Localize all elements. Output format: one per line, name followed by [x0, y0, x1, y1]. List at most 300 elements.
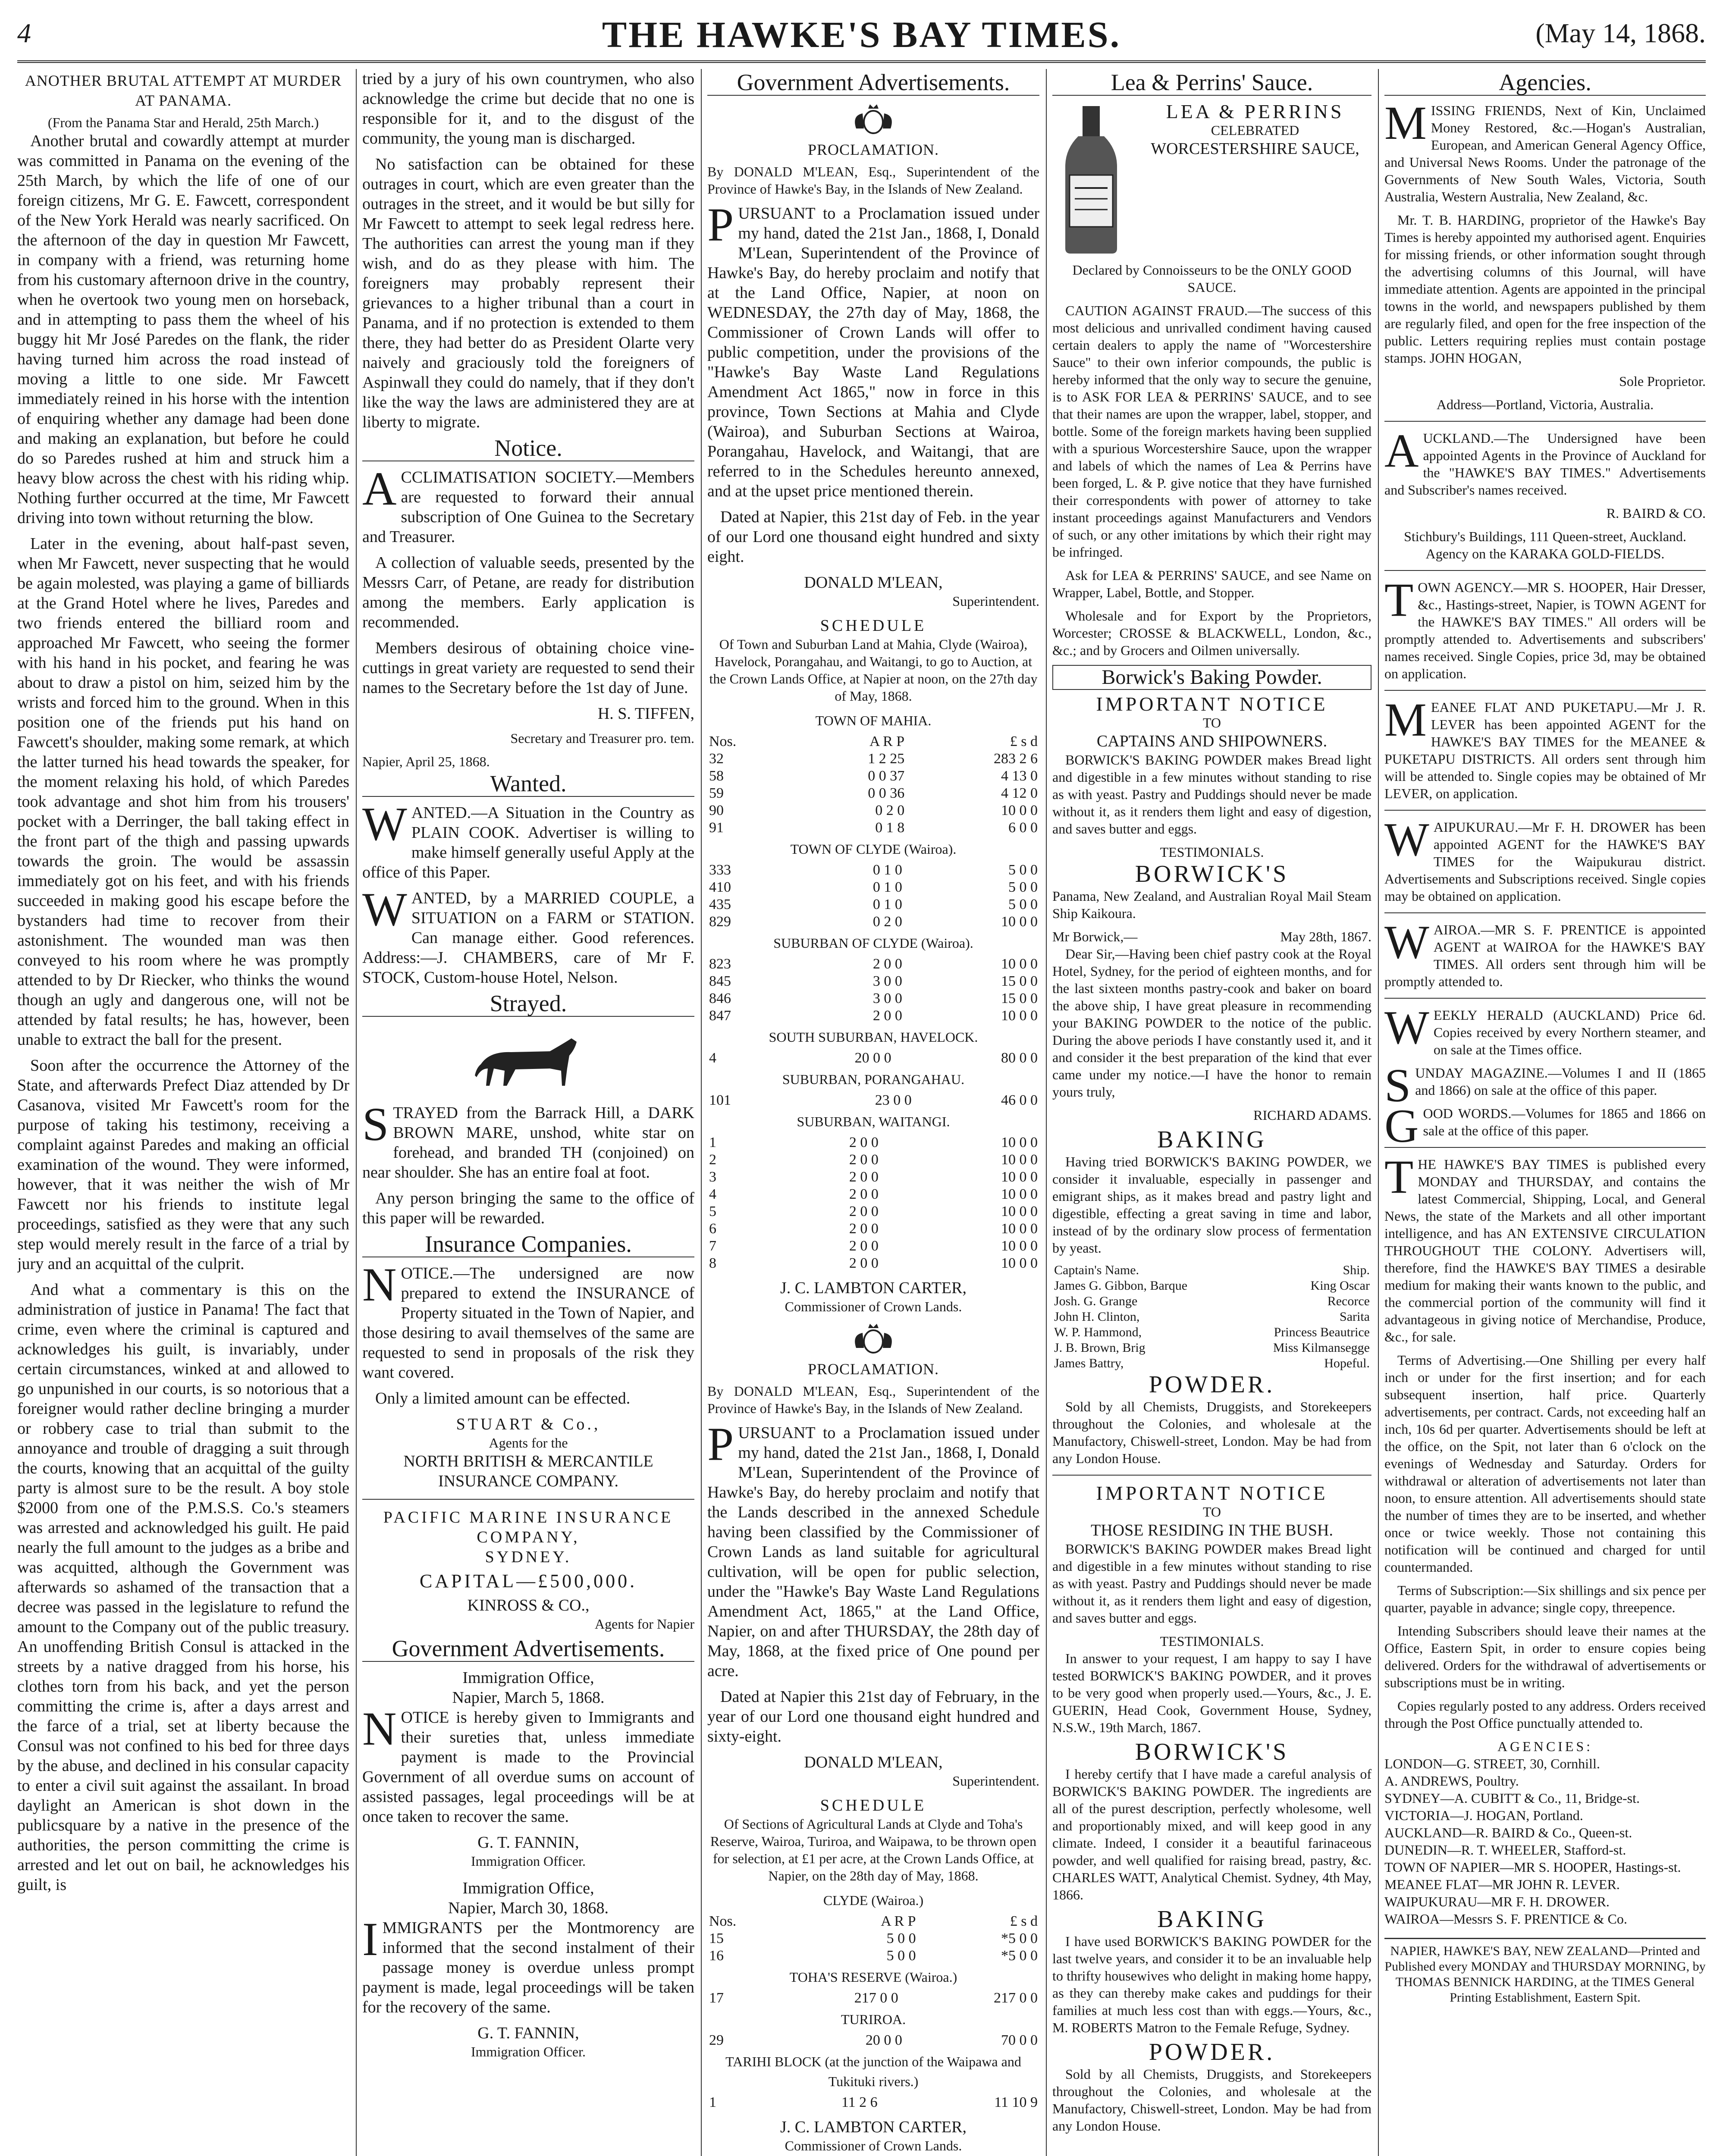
notice-body: ACCLIMATISATION SOCIETY.—Members are requested to forward their annual subscription of One Guinea to the Secretary and Treasurer. [362, 462, 694, 546]
table-cell: 1 2 25 [868, 751, 905, 767]
table-cell: 217 0 0 [854, 1990, 898, 2006]
testimonials-label: TESTIMONIALS. [1160, 844, 1264, 860]
royal-crest-icon [847, 1322, 899, 1357]
table-cell: 5 [709, 1203, 716, 1219]
insurance-agents: Agents for the [489, 1435, 568, 1451]
commissioner-title: Commissioner of Crown Lands. [785, 2138, 962, 2153]
table-cell: 2 0 0 [849, 1221, 879, 1237]
table-row [707, 913, 1039, 931]
agency-address: Stichbury's Buildings, 111 Queen-street, Auckland. [1404, 529, 1686, 544]
table-row [1052, 1356, 1371, 1371]
table-header-row: Nos. A R P £ s d [709, 1913, 1038, 1929]
table-cell: 10 0 0 [1001, 1221, 1038, 1237]
table-row [707, 973, 1039, 990]
agency-ad: AUCKLAND.—The Undersigned have been appointed Agents in the Province of Auckland for the "HAWKE'S BAY TIMES." Advertisements and Subscriber's names received. [1384, 424, 1706, 498]
table-row [707, 768, 1039, 785]
table-row [707, 1203, 1039, 1220]
list-item: VICTORIA—J. HOGAN, Portland. [1384, 1808, 1583, 1823]
borwick-banner: BORWICK'S [1135, 1739, 1289, 1765]
table-cell: 0 0 36 [868, 785, 905, 801]
notice-signature: H. S. TIFFEN, [597, 705, 694, 723]
table-row [707, 2032, 1039, 2049]
agency-ad: WAIPUKURAU.—Mr F. H. DROWER has been appointed AGENT for the HAWKE'S BAY TIMES for the Waipukurau district. Advertisements and Subscriptions received. Single copies may be obtained on application. [1384, 813, 1706, 904]
table-row [707, 1947, 1039, 1965]
table-cell: 10 0 0 [1001, 1255, 1038, 1271]
schedule-table-toha [707, 1990, 1039, 2007]
imm-office: Immigration Office, [462, 1669, 594, 1687]
schedule-subheading: SOUTH SUBURBAN, HAVELOCK. [769, 1029, 978, 1045]
column-5 [1384, 69, 1706, 2156]
table-cell: 5 0 0 [886, 1948, 916, 1964]
schedule-table-porangahau [707, 1092, 1039, 1109]
table-cell: 58 [709, 768, 724, 784]
imm-notice: IMMIGRANTS per the Montmorency are informed that the second instalment of their passage money is overdue unless prompt payment is made, legal proceedings will be taken for the recovery of the same. [362, 1913, 694, 2016]
agency-ad: GOOD WORDS.—Volumes for 1865 and 1866 on sale at the office of this paper. [1384, 1100, 1706, 1152]
imm-title: Immigration Officer. [471, 2044, 586, 2059]
divider [1384, 1147, 1706, 1148]
table-row [707, 1238, 1039, 1255]
imm-title: Immigration Officer. [471, 1853, 586, 1869]
table-row [707, 1007, 1039, 1025]
testimonial-salutation: Mr Borwick,— May 28th, 1867. [1052, 929, 1371, 944]
table-cell: 11 2 6 [841, 2094, 878, 2110]
table-cell: Recorce [1327, 1294, 1370, 1308]
imm-office: Immigration Office, [462, 1879, 594, 1897]
table-cell: Sarita [1340, 1310, 1370, 1324]
table-cell: 10 0 0 [1001, 802, 1038, 818]
table-row [1052, 1309, 1371, 1325]
table-row [707, 819, 1039, 837]
schedule-description: Of Sections of Agricultural Lands at Clyde and Toha's Reserve, Wairoa, Turiroa, and Waipawa, to be thrown open for selection, at £1 per acre, at the Crown Lands Office, at Napier, on the 28th day of May, 1868. [710, 1816, 1037, 1883]
schedule-table-clyde-agri [707, 1913, 1039, 1965]
table-cell: 10 0 0 [1001, 1008, 1038, 1024]
proclamation-dated: Dated at Napier, this 21st day of Feb. in the year of our Lord one thousand eight hundred and sixty eight. [707, 508, 1039, 566]
table-row [707, 802, 1039, 819]
lp-ask: Ask for LEA & PERRINS' SAUCE, and see Name on Wrapper, Label, Bottle, and Stopper. [1052, 567, 1371, 600]
table-cell: 101 [709, 1092, 731, 1108]
table-cell: 5 0 0 [1008, 896, 1038, 912]
baking-body: Having tried BORWICK'S BAKING POWDER, we consider it invaluable, especially in passenger and emigrant ships, as it makes bread and pastry light and digestible, effecting a great saving in time and labor, instead of by the ordinary slow process of fermentation by yeast. [1052, 1154, 1371, 1256]
table-cell: 10 0 0 [1001, 1203, 1038, 1219]
sauce-bottle-icon [1052, 102, 1130, 257]
agency-signature: R. BAIRD & CO. [1606, 505, 1706, 521]
issue-date: (May 14, 1868. [1535, 18, 1706, 48]
masthead [17, 9, 1706, 63]
proclamation-body: PURSUANT to a Proclamation issued under my hand, dated the 21st Jan., 1868, I, Donald M'Lean, Superintendent of the Province of Hawke's Bay, do hereby proclaim and notify that the Lands described in the annexed Schedule having been classified by the Commissioner of Crown Lands as land suitable for agricultural cultivation, will be open for public selection, under the "Hawke's Bay Waste Land Regulations Amendment Act, 1865," at the Land Office, Napier, on and after THURSDAY, the 28th day of May, 1868, at the fixed price of One pound per acre. [707, 1418, 1039, 1680]
testimonials-label: TESTIMONIALS. [1160, 1633, 1264, 1649]
table-row [707, 1990, 1039, 2007]
table-cell: 846 [709, 990, 731, 1006]
table-row [707, 2094, 1039, 2111]
divider [1384, 570, 1706, 571]
schedule-table-suburban-clyde [707, 956, 1039, 1025]
schedule-table-turiroa [707, 2032, 1039, 2049]
table-row [707, 1050, 1039, 1067]
table-cell: 283 2 6 [994, 751, 1038, 767]
agency-signature: Sole Proprietor. [1619, 373, 1706, 389]
table-cell: 2 [709, 1152, 716, 1168]
table-cell: 46 0 0 [1001, 1092, 1038, 1108]
column-4 [1052, 69, 1371, 2156]
testimonial-body: In answer to your request, I am happy to say I have tested BORWICK'S BAKING POWDER, and it proves to be very good when properly used.—Yours, &c., J. E. GUERIN, Head Cook, Government House, Sydney, N.S.W., 19th March, 1867. [1052, 1651, 1371, 1735]
table-cell: 2 0 0 [849, 1134, 879, 1150]
table-row [707, 956, 1039, 973]
schedule-subheading: TOWN OF CLYDE (Wairoa). [790, 841, 957, 857]
table-cell: *5 0 0 [1001, 1948, 1038, 1964]
insurance-company: NORTH BRITISH & MERCANTILE INSURANCE COMPANY. [403, 1452, 653, 1490]
article-paragraph: No satisfaction can be obtained for these outrages in court, which are even greater than the outrages in the street, and it would be but silly for Mr Fawcett to attempt to seek legal redress here. The authorities can arrest the young man if they wish, and do as they please with him. The foreigners may probably represent their grievances to a higher tribunal than a court in Panama, and if no protection is extended to them there, they had better do as President Olarte very naively and graciously told the foreigners of Aspinwall they could do namely, that if they don't like the way the laws are administered they are at liberty to migrate. [362, 155, 694, 431]
table-cell: 435 [709, 896, 731, 912]
schedule-subheading: SUBURBAN, PORANGAHAU. [782, 1072, 965, 1087]
schedule-subheading: SUBURBAN, WAITANGI. [797, 1114, 950, 1129]
table-cell: 16 [709, 1948, 724, 1964]
schedule-title: SCHEDULE [820, 617, 927, 635]
lp-wholesale: Wholesale and for Export by the Proprietors, Worcester; CROSSE & BLACKWELL, London, &c., &c.; and by Grocers and Oilmen universally. [1052, 608, 1371, 658]
table-cell: 15 0 0 [1001, 973, 1038, 989]
powder-banner: POWDER. [1149, 1371, 1275, 1398]
table-cell: 4 [709, 1186, 716, 1202]
important-audience: THOSE RESIDING IN THE BUSH. [1091, 1521, 1333, 1539]
table-cell: 829 [709, 914, 731, 930]
table-cell: 1 [709, 2094, 716, 2110]
page-columns [17, 69, 1706, 2156]
table-cell: 0 2 0 [875, 802, 905, 818]
table-cell: *5 0 0 [1001, 1930, 1038, 1946]
sold-by: Sold by all Chemists, Druggists, and Storekeepers throughout the Colonies, and wholesale at the Manufactory, Chiswell-street, London. May be had from any London House. [1052, 2066, 1371, 2134]
section-heading-notice: Notice. [362, 438, 694, 461]
table-cell: 10 0 0 [1001, 1152, 1038, 1168]
divider [1384, 998, 1706, 999]
divider [1384, 912, 1706, 913]
table-cell: 2 0 0 [849, 1169, 879, 1185]
article-paragraph: Another brutal and cowardly attempt at murder was committed in Panama on the evening of the 25th March, by which the life of one of our foreign citizens, Mr G. E. Fawcett, correspondent of the New York Herald was nearly sacrificed. On the afternoon of the day in question Mr Fawcett, in company with a friend, was returning home from his customary afternoon drive in the country, when he overtook two young men on horseback, and in attempting to pass them the wheel of his buggy hit Mr José Paredes on the flank, the rider having turned him across the road instead of moving a little to one side. Mr Fawcett immediately reined in his horse with the intention of enquiring whether any damage had been done and making an explanation, but before he could do so Paredes rushed at him and struck him a heavy blow across the chest with his riding whip. Nothing further occurred at the time, Mr Fawcett driving into town without returning the blow. [17, 132, 349, 527]
table-cell: 0 2 0 [872, 914, 902, 930]
proclamation-title: PROCLAMATION. [807, 141, 939, 158]
newspaper-title: THE HAWKE'S BAY TIMES. [602, 14, 1121, 55]
strayed-ad: STRAYED from the Barrack Hill, a DARK BROWN MARE, unshod, white star on forehead, and branded TH (conjoined) on near shoulder. She has an entire foal at foot. [362, 1098, 694, 1181]
borwick-body: BORWICK'S BAKING POWDER makes Bread light and digestible in a few minutes without standing to rise as with yeast. Pastry and Puddings should never be made without it, as it renders them light and easy of digestion, and saves butter and eggs. [1052, 1541, 1371, 1626]
table-cell: 17 [709, 1990, 724, 2006]
table-cell: 10 0 0 [1001, 1134, 1038, 1150]
column-rule [1046, 69, 1047, 2156]
table-cell: 2 0 0 [872, 956, 902, 972]
agencies-list [1384, 1755, 1706, 1927]
table-cell: 8 [709, 1255, 716, 1271]
lp-tagline: Declared by Connoisseurs to be the ONLY GOOD SAUCE. [1072, 262, 1352, 295]
table-cell: 845 [709, 973, 731, 989]
section-heading-strayed: Strayed. [362, 993, 694, 1017]
table-cell: 2 0 0 [849, 1238, 879, 1254]
article-paragraph: tried by a jury of his own countrymen, who also acknowledge the crime but decide that no one is responsible for it, and to the disgust of the community, the young man is discharged. [362, 70, 694, 147]
table-cell: 333 [709, 862, 731, 878]
section-heading-government: Government Advertisements. [707, 72, 1039, 96]
schedule-table-mahia [707, 733, 1039, 837]
testimonial-signature: RICHARD ADAMS. [1253, 1107, 1371, 1123]
table-header-row: Nos. A R P £ s d [709, 733, 1038, 749]
table-cell: 2 0 0 [872, 1008, 902, 1024]
table-cell: 91 [709, 820, 724, 836]
imm-signature: G. T. FANNIN, [477, 1833, 579, 1852]
column-2 [362, 69, 694, 2156]
agency-ad: Mr. T. B. HARDING, proprietor of the Hawke's Bay Times is hereby appointed my authorised agent. Enquiries for missing friends, or other information sought through the advertising columns of this Journal, will have immediate attention. Agents are appointed in the principal towns in the world, and newspapers published by them are regularly filed, and open for the free inspection of the public. Letters requiring replies must contain postage stamps. JOHN HOGAN, [1384, 212, 1706, 366]
table-row [707, 896, 1039, 913]
important-audience: CAPTAINS AND SHIPOWNERS. [1096, 732, 1328, 750]
article-paragraph: Later in the evening, about half-past seven, when Mr Fawcett, never suspecting that he would be again molested, was playing a game of billiards at the Grand Hotel where he lives, Paredes and two friends entered the billiard room and approached Mr Fawcett, who seeing the former with his hand in his pocket, and fearing he was about to draw a pistol on him, seized him by the wrists and forced him to the ground. When in this position one of the friends put his hand on Fawcett's shoulder, making some remark, at which the latter turned his head towards the speaker, for the moment relaxing his hold, of which Paredes took advantage and shot him from his trousers' pocket with a Derringer, the ball taking effect in the front part of the thigh and passing upwards towards the groin. The would be assassin immediately got on his feet, and with his friends succeeded in making good his escape before the bystanders had time to recover from their astonishment. The wounded man was then conveyed to his room where he was promptly attended to by Dr Riecker, who thinks the wound though an ugly and dangerous one, will not be attended by fatal results; he has, however, been unable to extract the ball for the present. [17, 535, 349, 1049]
schedule-subheading: TURIROA. [841, 2012, 906, 2027]
list-item: WAIROA—Messrs S. F. PRENTICE & Co. [1384, 1911, 1627, 1927]
postal-note: Copies regularly posted to any address. Orders received through the Post Office punctually attended to. [1384, 1698, 1706, 1731]
important-notice: IMPORTANT NOTICE [1096, 693, 1328, 715]
list-item: TOWN OF NAPIER—MR S. HOOPER, Hastings-st. [1384, 1859, 1681, 1875]
table-cell: 6 [709, 1221, 716, 1237]
powder-banner: POWDER. [1149, 2039, 1275, 2065]
table-cell: 3 0 0 [872, 973, 902, 989]
section-heading-agencies: Agencies. [1384, 72, 1706, 96]
table-cell: 4 12 0 [1001, 785, 1038, 801]
captains-table [1052, 1263, 1371, 1371]
testimonial-address: Panama, New Zealand, and Australian Royal Mail Steam Ship Kaikoura. [1052, 888, 1371, 921]
proclamation-body: PURSUANT to a Proclamation issued under my hand, dated the 21st Jan., 1868, I, Donald M'Lean, Superintendent of the Province of Hawke's Bay, do hereby proclaim and notify that at the Land Office, Napier, at noon on WEDNESDAY, the 27th day of May, 1868, the Commissioner of Crown Lands will offer to public competition, under the provisions of the "Hawke's Bay Waste Land Regulations Amendment Act 1865," now in force in this province, Town Sections at Mahia and Clyde (Wairoa), and Suburban Sections at Wairoa, Porangahau, Havelock, and Waitangi, that are referred to in the Schedules hereunto annexed, and at the upset price mentioned therein. [707, 198, 1039, 500]
divider [1384, 421, 1706, 422]
table-cell: 4 [709, 1050, 716, 1066]
imm-date: Napier, March 30, 1868. [448, 1899, 609, 1917]
insurance-signature: STUART & Co., [456, 1415, 601, 1433]
table-cell: Hopeful. [1324, 1356, 1370, 1370]
section-heading-borwick: Borwick's Baking Powder. [1052, 665, 1371, 690]
table-cell: 0 1 0 [872, 896, 902, 912]
column-rule [356, 69, 357, 2156]
proclamation-sig-title: Superintendent. [952, 1773, 1039, 1789]
table-cell: 2 0 0 [849, 1186, 879, 1202]
paper-description: THE HAWKE'S BAY TIMES is published every MONDAY and THURSDAY, and contains the latest Commercial, Shipping, Local, and General News, the state of the Markets and all other important intelligence, and has AN EXTENSIVE CIRCULATION THROUGHOUT THE COLONY. Advertisers will, therefore, find the HAWKE'S BAY TIMES a desirable medium for making their wants known to the public, and the commercial portion of the community will find it advantageous in giving notice of Merchandise, Produce, &c., for sale. [1384, 1150, 1706, 1344]
list-item: A. ANDREWS, Poultry. [1384, 1773, 1519, 1789]
notice-body: Members desirous of obtaining choice vine-cuttings in great variety are requested to send their names to the Secretary before the 1st day of June. [362, 639, 694, 697]
important-notice: IMPORTANT NOTICE [1096, 1482, 1328, 1504]
proclamation-signature: DONALD M'LEAN, [804, 1753, 943, 1771]
table-cell: Princess Beautrice [1274, 1325, 1370, 1339]
schedule-description: Of Town and Suburban Land at Mahia, Clyde (Wairoa), Havelock, Porangahau, and Waitangi, to go to Auction, at the Crown Lands Office, at Napier at noon, on the 27th day of May, 1868. [709, 636, 1038, 704]
schedule-table-tarihi [707, 2094, 1039, 2111]
column-1 [17, 69, 349, 2156]
baking-banner: BAKING [1157, 1126, 1267, 1153]
lp-brand: LEA & PERRINS [1166, 100, 1344, 122]
table-cell: 5 0 0 [1008, 879, 1038, 895]
list-item: AUCKLAND—R. BAIRD & Co., Queen-st. [1384, 1825, 1632, 1840]
table-cell: 7 [709, 1238, 716, 1254]
schedule-subheading: TARIHI BLOCK (at the junction of the Waipawa and Tukituki rivers.) [725, 2054, 1021, 2089]
table-cell: 410 [709, 879, 731, 895]
list-item: DUNEDIN—R. T. WHEELER, Stafford-st. [1384, 1842, 1626, 1858]
table-cell: 0 1 8 [875, 820, 905, 836]
list-item: MEANEE FLAT—MR JOHN R. LEVER. [1384, 1877, 1620, 1892]
divider [1384, 690, 1706, 691]
agencies-list-heading: AGENCIES: [1497, 1739, 1593, 1754]
proclamation-by: By DONALD M'LEAN, Esq., Superintendent of the Province of Hawke's Bay, in the Islands of New Zealand. [707, 164, 1039, 197]
schedule-subheading: TOHA'S RESERVE (Wairoa.) [789, 1969, 957, 1985]
agency-note: Agency on the KARAKA GOLD-FIELDS. [1425, 546, 1665, 561]
schedule-table-waitangi [707, 1134, 1039, 1272]
advertising-terms: Terms of Advertising.—One Shilling per every half inch or under for the first insertion; and for each subsequent insertion, half price. Quarterly advertisements, per contract. Cards, not exceeding half an inch, 10s 6d per quarter. Advertisements should be left at the office, on the Spit, not later than 6 o'clock on the evenings of Wednesday and Saturday. Orders for withdrawal or alteration of advertisements not later than noon, to ensure attention. All advertisements should state the number of times they are to be inserted, and whether once or twice weekly. Those not containing this notification will be continued and charged for until countermanded. [1384, 1352, 1706, 1575]
table-cell: 3 0 0 [872, 990, 902, 1006]
table-cell: 10 0 0 [1001, 1169, 1038, 1185]
table-cell: W. P. Hammond, [1054, 1325, 1142, 1339]
table-row [707, 1151, 1039, 1169]
table-cell: 3 [709, 1169, 716, 1185]
table-cell: 823 [709, 956, 731, 972]
agency-ad: MISSING FRIENDS, Next of Kin, Unclaimed Money Restored, &c.—Hogan's Australian, European, and American General Agency Office, and Universal News Rooms. Under the patronage of the Governments of New South Wales, Victoria, South Australia, Western Australia, New Zealand, &c. [1384, 97, 1706, 204]
borwick-body: BORWICK'S BAKING POWDER makes Bread light and digestible in a few minutes without standing to rise as with yeast. Pastry and Puddings should never be made without it, as it renders them light and easy of digestion, and saves butter and eggs. [1052, 752, 1371, 837]
table-cell: 15 [709, 1930, 724, 1946]
important-to: TO [1202, 715, 1221, 730]
table-cell: 20 0 0 [865, 2032, 902, 2048]
agency-ad: TOWN AGENCY.—MR S. HOOPER, Hair Dresser, &c., Hastings-street, Napier, is TOWN AGENT for the HAWKE'S BAY TIMES." All orders will be promptly attended to. Advertisements and subscribers' names received. Single Copies, price 3d, may be obtained on application. [1384, 573, 1706, 681]
page-number: 4 [17, 18, 31, 48]
table-row [707, 750, 1039, 768]
pacific-capital: CAPITAL—£500,000. [419, 1570, 637, 1592]
table-cell: John H. Clinton, [1054, 1310, 1140, 1324]
schedule-subheading: TOWN OF MAHIA. [815, 713, 932, 728]
list-item: LONDON—G. STREET, 30, Cornhill. [1384, 1756, 1600, 1771]
table-cell: 2 0 0 [849, 1255, 879, 1271]
table-cell: 80 0 0 [1001, 1050, 1038, 1066]
divider [362, 1499, 694, 1500]
testimonial-body: I have used BORWICK'S BAKING POWDER for the last twelve years, and consider it to be an invaluable help to thrifty housewives who delight in making home happy, as they can thereby make cakes and puddings for their families at much less cost than with eggs.—Yours, &c., M. ROBERTS Matron to the Female Refuge, Sydney. [1052, 1934, 1371, 2035]
table-row [707, 990, 1039, 1007]
article-paragraph: Soon after the occurrence the Attorney of the State, and afterwards Prefect Diaz attended by Dr Casanova, visited Mr Fawcett's room for the purpose of taking his testimony, receiving a complaint against Paredes and making an official examination of the wound. They were informed, however, that it was neither the wish of Mr Fawcett nor his friends to institute legal proceedings, satisfied as they were that any such step would merely result in the farce of a trial by jury and an acquittal of the culprit. [17, 1056, 349, 1273]
column-rule [1378, 69, 1379, 2156]
table-cell: 10 0 0 [1001, 1186, 1038, 1202]
table-cell: Josh. G. Grange [1054, 1294, 1138, 1308]
table-cell: 847 [709, 1008, 731, 1024]
insurance-notice: Only a limited amount can be effected. [375, 1389, 631, 1407]
table-row [707, 879, 1039, 896]
list-item: WAIPUKURAU—MR F. H. DROWER. [1384, 1894, 1610, 1909]
table-cell: 217 0 0 [994, 1990, 1038, 2006]
horse-icon [464, 1025, 593, 1094]
table-cell: 90 [709, 802, 724, 818]
table-cell: 10 0 0 [1001, 1238, 1038, 1254]
table-cell: 2 0 0 [849, 1203, 879, 1219]
agency-ad: SUNDAY MAGAZINE.—Volumes I and II (1865 and 1866) on sale at the office of this paper. [1384, 1059, 1706, 1112]
column-3 [707, 69, 1039, 2156]
baking-banner: BAKING [1157, 1906, 1267, 1933]
important-to: TO [1202, 1504, 1221, 1520]
proclamation-by: By DONALD M'LEAN, Esq., Superintendent of the Province of Hawke's Bay, in the Islands of New Zealand. [707, 1383, 1039, 1416]
table-row [1052, 1340, 1371, 1356]
table-cell: 0 0 37 [868, 768, 905, 784]
table-cell: James Battry, [1054, 1356, 1124, 1370]
table-cell: 11 10 9 [994, 2094, 1038, 2110]
table-cell: 23 0 0 [875, 1092, 912, 1108]
table-row [707, 1169, 1039, 1186]
lp-product: WORCESTERSHIRE SAUCE, [1151, 140, 1359, 158]
table-row [707, 1220, 1039, 1238]
table-header-row: Captain's Name. Ship. [1054, 1263, 1370, 1277]
schedule-table-clyde [707, 862, 1039, 931]
article-headline: ANOTHER BRUTAL ATTEMPT AT MURDER AT PANAMA. [25, 72, 342, 109]
wanted-ad: WANTED.—A Situation in the Country as PLAIN COOK. Advertiser is willing to make himself generally useful Apply at the office of this Paper. [362, 798, 694, 881]
royal-crest-icon [847, 103, 899, 137]
table-cell: 70 0 0 [1001, 2032, 1038, 2048]
table-row [707, 1134, 1039, 1151]
section-heading-lea-perrins: Lea & Perrins' Sauce. [1052, 72, 1371, 96]
table-cell: 4 13 0 [1001, 768, 1038, 784]
divider [1052, 1475, 1371, 1476]
table-cell: 29 [709, 2032, 724, 2048]
table-cell: 1 [709, 1134, 716, 1150]
schedule-subheading: SUBURBAN OF CLYDE (Wairoa). [773, 935, 973, 951]
strayed-ad: Any person bringing the same to the office of this paper will be rewarded. [362, 1189, 694, 1227]
table-row [707, 1930, 1039, 1947]
section-heading-wanted: Wanted. [362, 774, 694, 797]
commissioner-signature: J. C. LAMBTON CARTER, [780, 2118, 967, 2136]
agency-ad: WAIROA.—MR S. F. PRENTICE is appointed AGENT at WAIROA for the HAWKE'S BAY TIMES. All orders sent through him will be promptly attended to. [1384, 916, 1706, 989]
schedule-table-havelock [707, 1050, 1039, 1067]
table-cell: 10 0 0 [1001, 914, 1038, 930]
testimonial-body: Dear Sir,—Having been chief pastry cook at the Royal Hotel, Sydney, for the period of eighteen months, and for the last sixteen months pastry-cook and baker on board the above ship, I have great pleasure in recommending your BAKING POWDER to the notice of the public. During the above periods I have constantly used it, and it and consider it the best preparation of the kind that ever came under my notice.—I have the honor to remain yours truly, [1052, 946, 1371, 1100]
proclamation-signature: DONALD M'LEAN, [804, 573, 943, 592]
section-heading-government: Government Advertisements. [362, 1639, 694, 1662]
schedule-title: SCHEDULE [820, 1796, 927, 1814]
schedule-subheading: CLYDE (Wairoa.) [823, 1893, 924, 1908]
table-cell: 5 0 0 [1008, 862, 1038, 878]
agency-ad: WEEKLY HERALD (AUCKLAND) Price 6d. Copies received by every Northern steamer, and on sale at the Times office. [1384, 1001, 1706, 1057]
divider [1384, 810, 1706, 811]
pacific-name: PACIFIC MARINE INSURANCE COMPANY, [383, 1508, 674, 1546]
table-cell: 6 0 0 [1008, 820, 1038, 836]
imm-date: Napier, March 5, 1868. [452, 1689, 605, 1707]
table-cell: King Oscar [1310, 1279, 1370, 1293]
table-row [707, 785, 1039, 802]
pacific-signature: KINROSS & CO., [467, 1596, 590, 1614]
table-cell: 15 0 0 [1001, 990, 1038, 1006]
subscriber-note: Intending Subscribers should leave their names at the Office, Eastern Spit, in order to ensure copies being delivered. Orders for the withdrawal of advertisements or subscriptions must be in writing. [1384, 1623, 1706, 1690]
table-row [707, 862, 1039, 879]
list-item: SYDNEY—A. CUBITT & Co., 11, Bridge-st. [1384, 1790, 1640, 1806]
table-cell: 59 [709, 785, 724, 801]
table-cell: 2 0 0 [849, 1152, 879, 1168]
proclamation-sig-title: Superintendent. [952, 593, 1039, 609]
testimonial-body: I hereby certify that I have made a careful analysis of BORWICK'S BAKING POWDER. The ingredients are all of the purest description, perfectly wholesome, well and proportionably mixed, and will keep good in any climate. Indeed, I consider it a beautiful farinaceous powder, and well qualified for raising bread, pastry, &c. CHARLES WATT, Analytical Chemist. Sydney, 4th May, 1866. [1052, 1766, 1371, 1902]
agency-ad: MEANEE FLAT AND PUKETAPU.—Mr J. R. LEVER has been appointed AGENT for the HAWKE'S BAY TIMES for the MEANEE & PUKETAPU DISTRICTS. All orders sent through him will be attended to. Single copies may be obtained of Mr LEVER, on application. [1384, 693, 1706, 801]
sold-by: Sold by all Chemists, Druggists, and Storekeepers throughout the Colonies, and wholesale at the Manufactory, Chiswell-street, London. May be had from any London House. [1052, 1399, 1371, 1466]
imm-notice: NOTICE is hereby given to Immigrants and their sureties that, unless immediate payment is made to the Provincial Government of all overdue sums on account of assisted passages, legal proceedings will be at once taken to recover the same. [362, 1702, 694, 1826]
lp-caution: CAUTION AGAINST FRAUD.—The success of this most delicious and unrivalled condiment having caused certain dealers to apply the name of "Worcestershire Sauce" to their own inferior compounds, the public is hereby informed that the only way to secure the genuine, is to ASK FOR LEA & PERRINS' SAUCE, and to see that their names are upon the wrapper, label, stopper, and bottle. Some of the foreign markets having been supplied with a spurious Worcestershire Sauce, upon the wrapper and labels of which the names of Lea & Perrins have been forged, L. & P. give notice that they have furnished their correspondents with power of attorney to take instant proceedings against Manufacturers and Vendors of such, or any other imitations by which their right may be infringed. [1052, 303, 1371, 560]
table-row [1052, 1294, 1371, 1309]
column-rule [701, 69, 702, 2156]
table-cell: 20 0 0 [854, 1050, 891, 1066]
table-row [1052, 1278, 1371, 1294]
article-paragraph: And what a commentary is this on the administration of justice in Panama! The fact that crime, even where the criminal is captured and acknowledges his guilt, is invariably, under certain circumstances, winked at and allowed to go unpunished in our courts, is so notorious that a foreigner would rather decline bringing a murder or robbery case to trial than submit to the annoyance and trouble of dragging a suit through the courts, knowing that an acquittal of the guilty party is almost sure to be the result. A boy stole $2000 from one of the P.M.S.S. Co.'s steamers was arrested and acknowledged his guilt. He paid nearly the full amount to the judges as a bribe and was acquitted, although the Government was afterwards so ashamed of the transaction that a decree was passed in the legislature to refund the amount to the Company out of the public treasury. An unoffending British Consul is attacked in the streets by a native dragged from his horse, his clothes torn from his back, and yet the person committing the crime is, after a days arrest and the farce of a trial, set at liberty because the Consul was not confined to his bed for three days by the abuse, and declined in his consular capacity to enter a civil suit against the assailant. In broad daylight an American is shot down in the publicsquare by a native in the presence of the authorities, the person committing the crime is arrested and let out on bail, he acknowledges his guilt, is [17, 1281, 349, 1894]
table-row [707, 1092, 1039, 1109]
lp-celebrated: CELEBRATED [1211, 122, 1299, 138]
borwick-banner: BORWICK'S [1135, 861, 1289, 887]
agency-address: Address—Portland, Victoria, Australia. [1436, 397, 1654, 412]
notice-date: Napier, April 25, 1868. [362, 754, 490, 769]
proclamation-dated: Dated at Napier this 21st day of February, in the year of our Lord one thousand eight hundred and sixty-eight. [707, 1688, 1039, 1745]
table-cell: 10 0 0 [1001, 956, 1038, 972]
table-cell: 0 1 0 [872, 862, 902, 878]
article-source: (From the Panama Star and Herald, 25th March.) [47, 115, 319, 130]
commissioner-signature: J. C. LAMBTON CARTER, [780, 1279, 967, 1297]
table-cell: 5 0 0 [886, 1930, 916, 1946]
table-cell: 0 1 0 [872, 879, 902, 895]
table-cell: Miss Kilmansegge [1273, 1341, 1370, 1355]
table-row [707, 1186, 1039, 1203]
subscription-terms: Terms of Subscription:—Six shillings and six pence per quarter, payable in advance; single copy, threepence. [1384, 1583, 1706, 1615]
table-cell: 32 [709, 751, 724, 767]
pacific-agents: Agents for Napier [594, 1616, 694, 1632]
